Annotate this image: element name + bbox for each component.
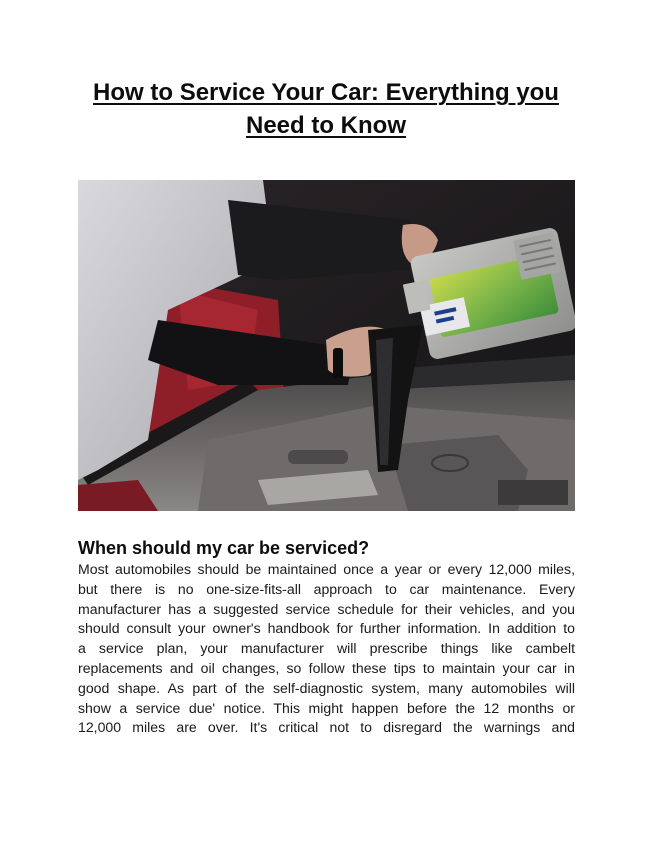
section-paragraph bbox=[78, 560, 575, 738]
paragraph-line: should consult your owner's handbook for further information. In addition to bbox=[78, 620, 575, 637]
section-heading: When should my car be serviced? bbox=[78, 538, 370, 558]
paragraph-line: but there is no one-size-fits-all approach to car maintenance. Every bbox=[78, 580, 575, 597]
paragraph-line: a service plan, your manufacturer will prescribe things like cambelt bbox=[78, 640, 575, 657]
photo-image-icon bbox=[78, 180, 575, 511]
page-title-line-1: How to Service Your Car: Everything you bbox=[93, 79, 559, 106]
page-title bbox=[60, 76, 592, 142]
paragraph-line: good shape. As part of the self-diagnostic system, many automobiles will bbox=[78, 679, 575, 696]
hero-image bbox=[78, 180, 575, 511]
paragraph-line: 12,000 miles are over. It's critical not to disregard the warnings and bbox=[78, 719, 575, 736]
paragraph-line: manufacturer has a suggested service schedule for their vehicles, and you bbox=[78, 600, 575, 617]
paragraph-line: Most automobiles should be maintained once a year or every 12,000 miles, bbox=[78, 561, 575, 577]
paragraph-line: replacements and oil changes, so follow these tips to maintain your car in bbox=[78, 659, 575, 676]
page-title-line-2: Need to Know bbox=[246, 112, 406, 139]
paragraph-line: show a service due' notice. This might happen before the 12 months or bbox=[78, 699, 575, 716]
